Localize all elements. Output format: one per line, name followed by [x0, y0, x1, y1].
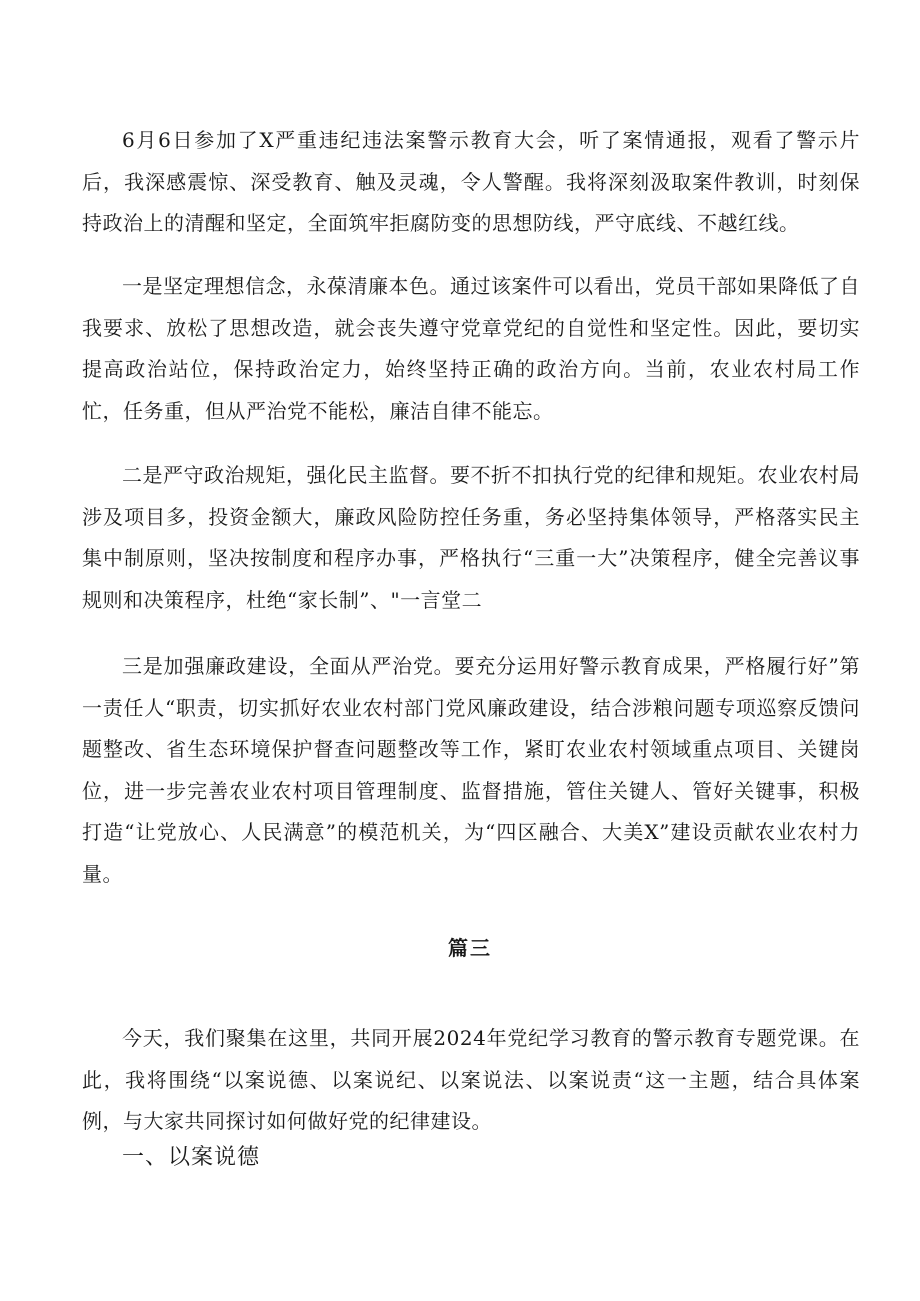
paragraph-point-three: 三是加强廉政建设，全面从严治党。要充分运用好警示教育成果，严格履行好”第一责任人“职责，切实抓好农业农村部门党风廉政建设，结合涉粮问题专项巡察反馈问题整改、省生态环境保护督查问题整改等工作，紧盯农业农村领域重点项目、关键岗位，进一步完善农业农村项目管理制度、监督措施，管住关键人、管好关键事，积极打造“让党放心、人民满意”的模范机关，为“四区融合、大美X”建设贡献农业农村力量。: [82, 654, 860, 886]
paragraph-point-two: 二是严守政治规矩，强化民主监督。要不折不扣执行党的纪律和规矩。农业农村局涉及项目多，投资金额大，廉政风险防控任务重，务必坚持集体领导，严格落实民主集中制原则，坚决按制度和程序办事，严格执行“三重一大”决策程序，健全完善议事规则和决策程序，杜绝“家长制”、"一言堂二: [82, 463, 860, 612]
section-title: 篇三: [448, 936, 492, 960]
paragraph-intro: 6月6日参加了X严重违纪违法案警示教育大会，听了案情通报，观看了警示片后，我深感震惊、深受教育、触及灵魂，令人警醒。我将深刻汲取案件教训，时刻保持政治上的清醒和坚定，全面筑牢拒腐防变的思想防线，严守底线、不越红线。: [82, 128, 860, 235]
paragraph-point-one: 一是坚定理想信念，永葆清廉本色。通过该案件可以看出，党员干部如果降低了自我要求、放松了思想改造，就会丧失遵守党章党纪的自觉性和坚定性。因此，要切实提高政治站位，保持政治定力，始终坚持正确的政治方向。当前，农业农村局工作忙，任务重，但从严治党不能松，廉洁自律不能忘。: [82, 274, 860, 423]
heading-case-morality: 一、以案说德: [122, 1145, 261, 1170]
paragraph-section-intro: 今天，我们聚集在这里，共同开展2024年党纪学习教育的警示教育专题党课。在此，我将围绕“以案说德、以案说纪、以案说法、以案说责“这一主题，结合具体案例，与大家共同探讨如何做好党的纪律建设。: [82, 1026, 860, 1133]
